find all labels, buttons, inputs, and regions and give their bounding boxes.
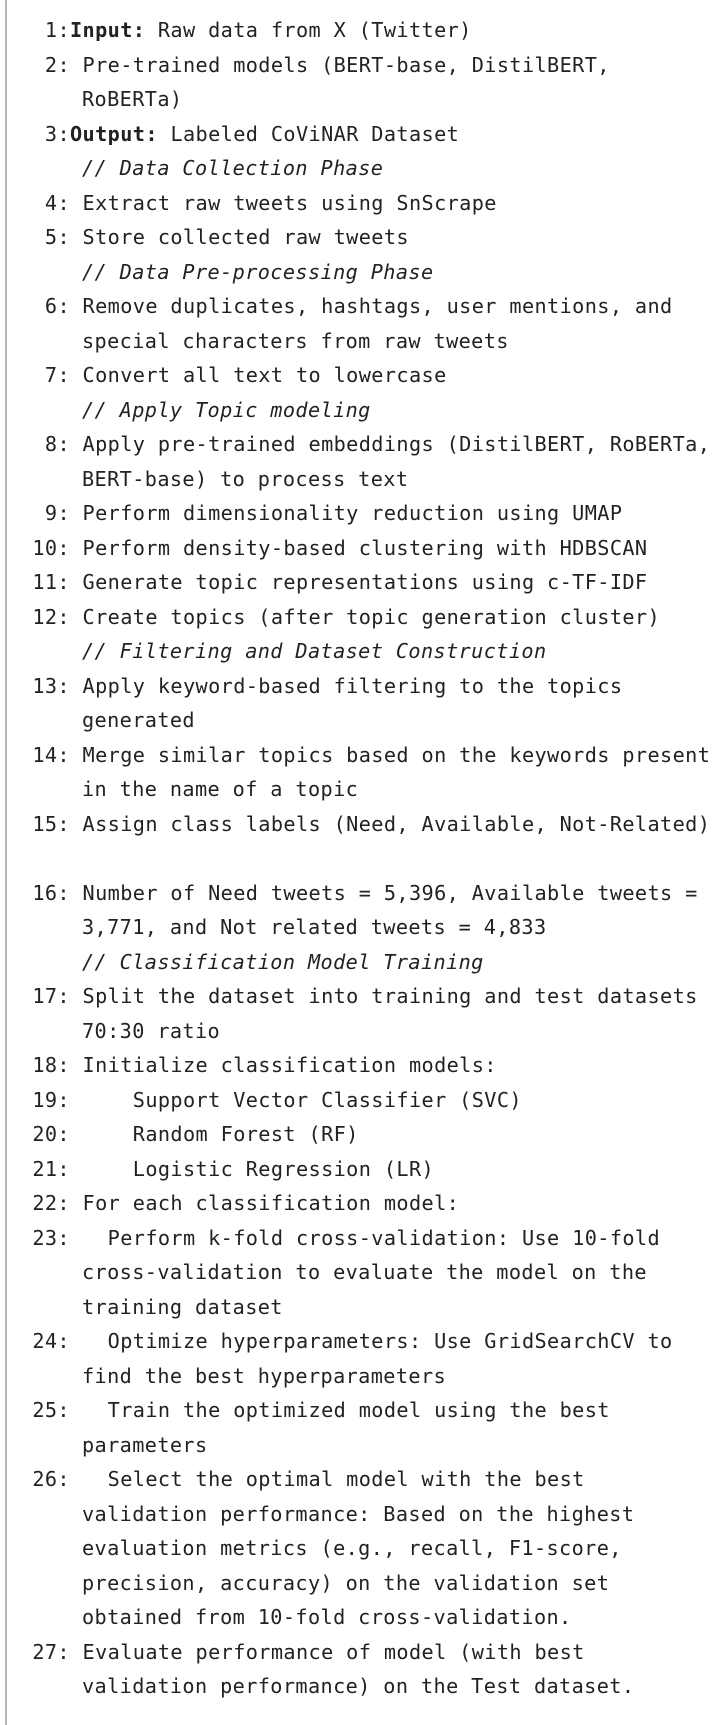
step-continuation	[18, 1531, 714, 1566]
algorithm-step	[18, 1117, 714, 1152]
step-continuation	[18, 772, 714, 807]
step-text: Remove duplicates, hashtags, user mentions, and	[70, 294, 673, 318]
step-continuation	[18, 1428, 714, 1463]
step-number: 9:	[44, 501, 70, 525]
step-continuation	[18, 1600, 714, 1635]
step-number: 16:	[32, 880, 70, 905]
step-text: RoBERTa)	[82, 87, 183, 111]
step-text: Random Forest (RF)	[70, 1122, 359, 1146]
comment-text: // Classification Model Training	[82, 949, 484, 974]
step-text: cross-validation to evaluate the model on the	[82, 1260, 647, 1284]
algorithm-step	[18, 1083, 714, 1118]
algorithm-step	[18, 531, 714, 566]
step-text: Store collected raw tweets	[70, 225, 409, 249]
phase-comment	[18, 945, 714, 980]
step-continuation	[18, 1359, 714, 1394]
step-number: 26:	[32, 1467, 70, 1491]
step-number: 22:	[32, 1191, 70, 1215]
step-text: evaluation metrics (e.g., recall, F1-score,	[82, 1536, 622, 1560]
algorithm-step	[18, 600, 714, 635]
algorithm-step	[18, 13, 714, 48]
algorithm-step	[18, 669, 714, 704]
step-number: 8:	[44, 432, 70, 456]
comment-text: // Data Pre-processing Phase	[82, 259, 434, 284]
algorithm-step	[18, 358, 714, 393]
step-text: Labeled CoViNAR Dataset	[157, 121, 460, 146]
step-number: 21:	[32, 1156, 70, 1181]
step-continuation	[18, 1566, 714, 1601]
step-text: Select the optimal model with the best	[70, 1467, 585, 1491]
step-text: Perform k-fold cross-validation: Use 10-fold	[70, 1225, 661, 1250]
step-number: 10:	[32, 535, 70, 560]
step-text: Optimize hyperparameters: Use GridSearchCV to	[70, 1329, 673, 1353]
step-number: 7:	[44, 363, 70, 387]
algorithm-step	[18, 186, 714, 221]
step-continuation	[18, 910, 714, 945]
phase-comment	[18, 151, 714, 186]
step-continuation	[18, 1497, 714, 1532]
comment-text: // Apply Topic modeling	[82, 397, 371, 422]
step-number: 27:	[32, 1639, 70, 1664]
step-number: 14:	[32, 742, 70, 767]
algorithm-step	[18, 979, 714, 1014]
step-text: 70:30 ratio	[82, 1018, 221, 1043]
step-text: precision, accuracy) on the validation set	[82, 1570, 610, 1595]
comment-text: // Data Collection Phase	[82, 156, 384, 180]
algorithm-step	[18, 48, 714, 83]
algorithm-step	[18, 876, 714, 911]
step-text: Perform dimensionality reduction using UMAP	[70, 501, 623, 525]
step-number: 6:	[44, 294, 70, 318]
step-text: training dataset	[82, 1294, 283, 1319]
blank-line	[18, 841, 714, 876]
step-number: 25:	[32, 1398, 70, 1422]
step-text: find the best hyperparameters	[82, 1363, 447, 1388]
step-text: Perform density-based clustering with HDBSCAN	[70, 535, 648, 560]
step-text: Initialize classification models:	[70, 1053, 497, 1077]
step-number: 19:	[32, 1087, 70, 1112]
step-text: Apply pre-trained embeddings (DistilBERT, RoBERTa,	[70, 432, 711, 456]
algorithm-step	[18, 117, 714, 152]
step-text: obtained from 10-fold cross-validation.	[82, 1605, 572, 1629]
algorithm-step	[18, 1462, 714, 1497]
step-continuation	[18, 1290, 714, 1325]
phase-comment	[18, 255, 714, 290]
algorithm-step	[18, 427, 714, 462]
step-text: generated	[82, 708, 195, 732]
step-continuation	[18, 1014, 714, 1049]
step-text: parameters	[82, 1432, 208, 1457]
step-text: Pre-trained models (BERT-base, DistilBERT,	[70, 52, 610, 77]
step-text: Raw data from X (Twitter)	[145, 18, 472, 42]
step-text: Logistic Regression (LR)	[70, 1156, 435, 1181]
step-number: 5:	[44, 225, 70, 249]
step-number: 17:	[32, 984, 70, 1008]
algorithm-step	[18, 1186, 714, 1221]
algorithm-listing	[18, 13, 714, 1704]
phase-comment	[18, 634, 714, 669]
step-text: BERT-base) to process text	[82, 466, 409, 491]
step-text: special characters from raw tweets	[82, 328, 509, 353]
step-continuation	[18, 703, 714, 738]
step-continuation	[18, 82, 714, 117]
step-text: Extract raw tweets using SnScrape	[70, 190, 497, 215]
step-text: Evaluate performance of model (with best	[70, 1639, 585, 1664]
step-text: Support Vector Classifier (SVC)	[70, 1087, 522, 1112]
step-text: Number of Need tweets = 5,396, Available tweets =	[70, 880, 698, 905]
step-text: For each classification model:	[70, 1191, 460, 1215]
step-text: Merge similar topics based on the keywords present	[70, 742, 711, 767]
algorithm-step	[18, 496, 714, 531]
step-continuation	[18, 1255, 714, 1290]
keyword-label: Input:	[70, 18, 146, 42]
step-number: 18:	[32, 1053, 70, 1077]
algorithm-step	[18, 807, 714, 842]
step-number: 11:	[32, 570, 70, 594]
algorithm-step	[18, 1152, 714, 1187]
step-text: Generate topic representations using c-TF-IDF	[70, 570, 648, 594]
algorithm-step	[18, 289, 714, 324]
algorithm-step	[18, 1221, 714, 1256]
step-text: Assign class labels (Need, Available, Not-Related)	[70, 811, 711, 836]
algorithm-step	[18, 1048, 714, 1083]
algorithm-step	[18, 1635, 714, 1670]
step-text: Create topics (after topic generation cluster)	[70, 604, 661, 629]
step-number: 3:	[44, 121, 70, 146]
algorithm-step	[18, 565, 714, 600]
step-text: validation performance: Based on the highest	[82, 1501, 635, 1526]
step-text: in the name of a topic	[82, 777, 359, 801]
step-text: Train the optimized model using the best	[70, 1398, 610, 1422]
keyword-label: Output:	[70, 121, 158, 146]
algorithm-step	[18, 738, 714, 773]
step-number: 12:	[32, 604, 70, 629]
step-number: 20:	[32, 1122, 70, 1146]
algorithm-step	[18, 1324, 714, 1359]
algorithm-step	[18, 1393, 714, 1428]
step-number: 2:	[44, 52, 70, 77]
step-number: 13:	[32, 673, 70, 698]
step-text: 3,771, and Not related tweets = 4,833	[82, 915, 547, 939]
step-continuation	[18, 324, 714, 359]
step-continuation	[18, 462, 714, 497]
step-number: 24:	[32, 1329, 70, 1353]
comment-text: // Filtering and Dataset Construction	[82, 639, 547, 663]
step-number: 1:	[44, 18, 70, 42]
step-text: validation performance) on the Test dataset.	[82, 1674, 635, 1698]
step-continuation	[18, 1669, 714, 1704]
step-text: Apply keyword-based filtering to the topics	[70, 673, 623, 698]
step-number: 23:	[32, 1225, 70, 1250]
step-number: 15:	[32, 811, 70, 836]
phase-comment	[18, 393, 714, 428]
step-text: Split the dataset into training and test datasets	[70, 984, 698, 1008]
step-text: Convert all text to lowercase	[70, 363, 447, 387]
algorithm-step	[18, 220, 714, 255]
step-number: 4:	[44, 190, 70, 215]
